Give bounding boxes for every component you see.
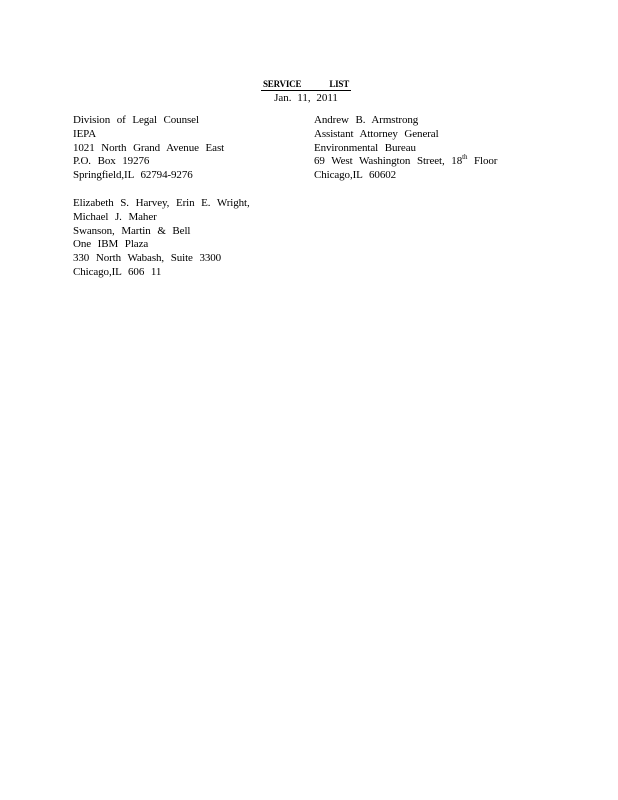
address-line: Michael J. Maher bbox=[73, 210, 157, 223]
address-line-street bbox=[314, 152, 498, 169]
address-line: Chicago,IL 606 11 bbox=[73, 265, 162, 278]
address-line: Andrew B. Armstrong bbox=[314, 114, 419, 126]
service-list-heading bbox=[255, 74, 357, 105]
address-line: 1021 North Grand Avenue East bbox=[73, 141, 225, 154]
address-line: P.O. Box 19276 bbox=[73, 155, 150, 168]
street-text: 69 West Washington Street, 18 bbox=[314, 155, 463, 168]
address-line: Springfield,IL 62794-9276 bbox=[73, 169, 193, 182]
address-line: Elizabeth S. Harvey, Erin E. Wright, bbox=[73, 197, 250, 209]
address-line: One IBM Plaza bbox=[73, 238, 149, 251]
address-line: Swanson, Martin & Bell bbox=[73, 224, 191, 237]
address-line: Assistant Attorney General bbox=[314, 127, 439, 140]
address-line: Division of Legal Counsel bbox=[73, 114, 199, 126]
document-date: Jan. 11, 2011 bbox=[274, 92, 338, 104]
floor-ordinal-suffix: th bbox=[462, 152, 468, 161]
address-block-iepa bbox=[73, 114, 224, 183]
address-line: Chicago,IL 60602 bbox=[314, 169, 397, 182]
address-line: 330 North Wabash, Suite 3300 bbox=[73, 252, 222, 265]
floor-word: Floor bbox=[474, 155, 498, 168]
address-block-swanson-martin-bell bbox=[73, 197, 250, 280]
address-line: Environmental Bureau bbox=[314, 141, 416, 154]
address-line: IEPA bbox=[73, 127, 97, 140]
address-block-attorney-general bbox=[314, 114, 497, 183]
document-title: SERVICE LIST bbox=[262, 79, 350, 89]
